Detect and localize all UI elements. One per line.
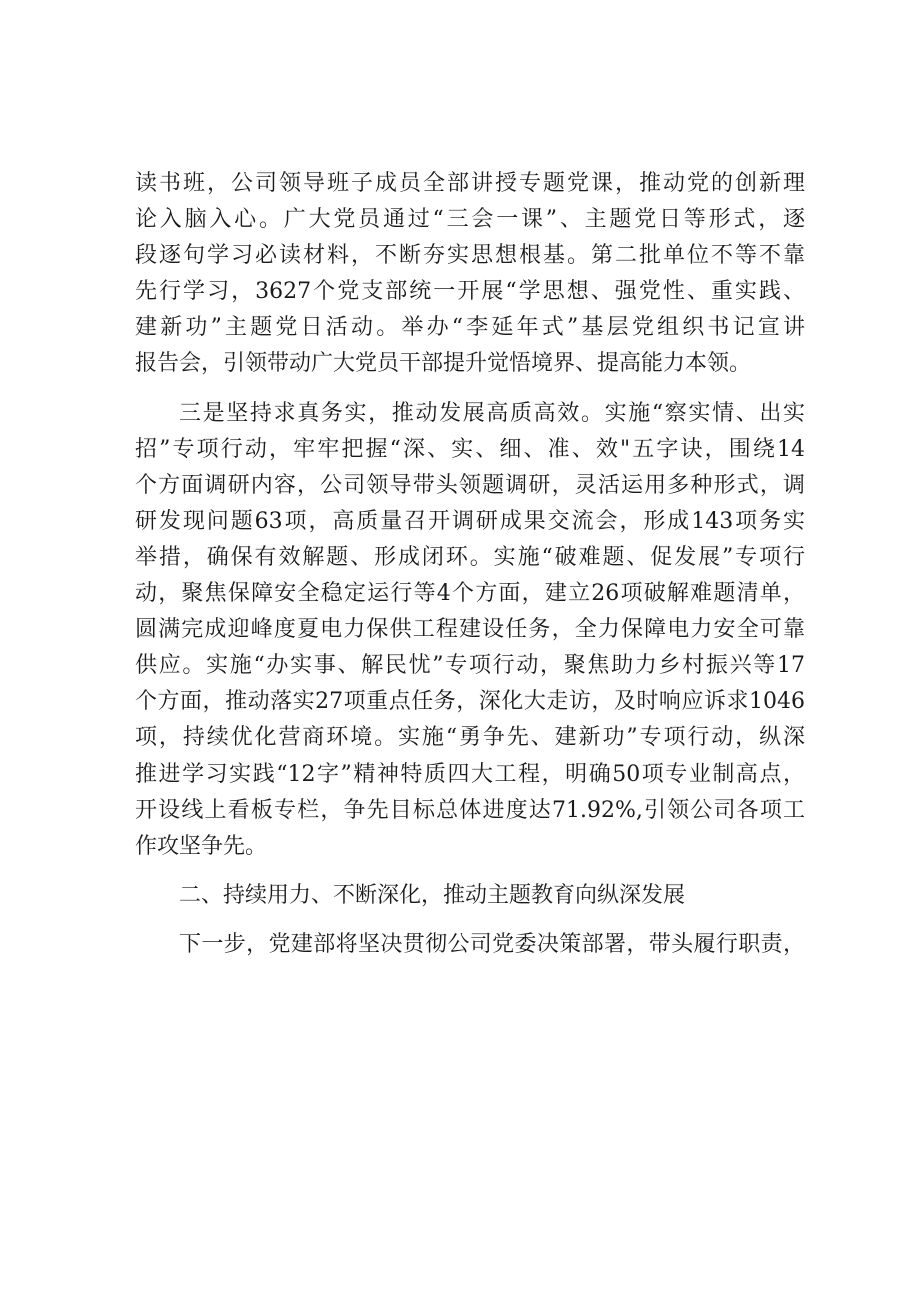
paragraph-gap — [135, 914, 805, 927]
text-line: 招”专项行动，牢牢把握“深、实、细、准、效"五字诀，围绕14 — [135, 436, 805, 462]
paragraph-study — [135, 166, 805, 383]
text-line: 先行学习，3627个党支部统一开展“学思想、强党性、重实践、 — [135, 279, 805, 305]
text-line: 读书班，公司领导班子成员全部讲授专题党课，推动党的创新理 — [135, 171, 805, 196]
text-line: 论入脑入心。广大党员通过“三会一课”、主题党日等形式，逐 — [135, 207, 805, 233]
section-heading: 二、持续用力、不断深化，推动主题教育向纵深发展 — [179, 882, 686, 908]
text-line: 段逐句学习必读材料，不断夯实思想根基。第二批单位不等不靠 — [135, 243, 805, 269]
text-line: 举措，确保有效解题、形成闭环。实施“破难题、促发展”专项行 — [135, 544, 805, 570]
paragraph-gap — [135, 383, 805, 396]
text-line: 下一步，党建部将坚决贯彻公司党委决策部署，带头履行职责， — [179, 931, 805, 957]
text-line: 研发现问题63项，高质量召开调研成果交流会，形成143项务实 — [135, 508, 805, 534]
text-line: 动，聚焦保障安全稳定运行等4个方面，建立26项破解难题清单， — [135, 581, 805, 607]
text-line: 三是坚持求真务实，推动发展高质高效。实施“察实情、出实 — [179, 400, 805, 426]
text-line: 圆满完成迎峰度夏电力保供工程建设任务，全力保障电力安全可靠 — [135, 617, 805, 643]
text-line: 报告会，引领带动广大党员干部提升觉悟境界、提高能力本领。 — [135, 351, 752, 377]
text-line: 推进学习实践“12字”精神特质四大工程，明确50项专业制高点， — [135, 761, 805, 787]
paragraph-gap — [135, 865, 805, 878]
paragraph-next-step — [135, 927, 805, 963]
text-line: 建新功”主题党日活动。举办“李延年式”基层党组织书记宣讲 — [135, 315, 805, 341]
text-line: 作攻坚争先。 — [135, 833, 268, 859]
section-heading-deepen — [135, 878, 805, 914]
text-line: 项，持续优化营商环境。实施“勇争先、建新功”专项行动，纵深 — [135, 725, 805, 751]
document-body — [135, 166, 805, 963]
text-line: 个方面调研内容，公司领导带头领题调研，灵活运用多种形式，调 — [135, 472, 805, 498]
text-line: 个方面，推动落实27项重点任务，深化大走访，及时响应诉求1046 — [135, 689, 805, 715]
text-line: 开设线上看板专栏，争先目标总体进度达71.92%,引领公司各项工 — [135, 797, 805, 823]
text-line: 供应。实施“办实事、解民忧”专项行动，聚焦助力乡村振兴等17 — [135, 653, 805, 679]
paragraph-practical — [135, 396, 805, 865]
